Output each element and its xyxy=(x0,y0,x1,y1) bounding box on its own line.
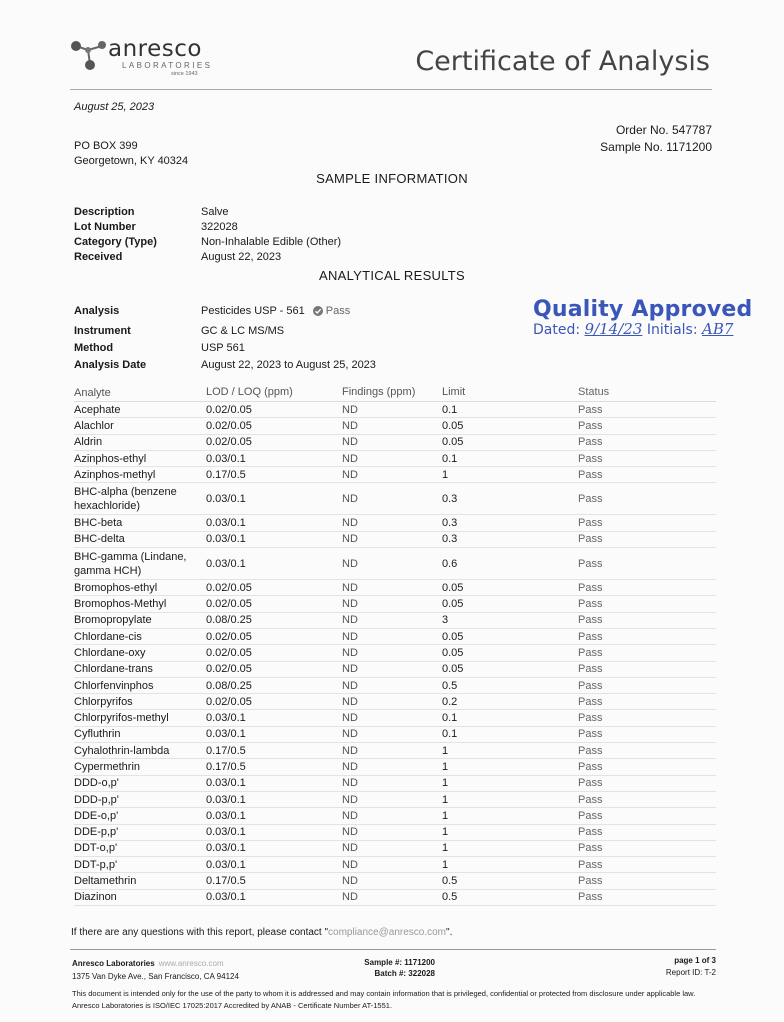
limit-cell: 1 xyxy=(442,842,449,855)
lod-loq-cell: 0.02/0.05 xyxy=(206,630,252,643)
status-cell: Pass xyxy=(578,492,603,505)
analyte-cell: Bromophos-Methyl xyxy=(74,598,167,611)
table-row xyxy=(74,467,716,483)
findings-cell: ND xyxy=(342,533,358,546)
findings-cell: ND xyxy=(342,875,358,888)
analyte-cell: DDT-p,p' xyxy=(74,858,118,871)
table-body xyxy=(74,402,716,906)
lod-loq-cell: 0.03/0.1 xyxy=(206,557,246,570)
table-row xyxy=(74,678,716,694)
findings-cell: ND xyxy=(342,777,358,790)
contact-email[interactable]: compliance@anresco.com xyxy=(328,927,447,938)
limit-cell: 0.1 xyxy=(442,712,458,725)
order-info xyxy=(600,122,712,156)
lod-loq-cell: 0.03/0.1 xyxy=(206,777,246,790)
findings-cell: ND xyxy=(342,452,358,465)
lod-loq-cell: 0.03/0.1 xyxy=(206,793,246,806)
findings-cell: ND xyxy=(342,826,358,839)
lod-loq-cell: 0.02/0.05 xyxy=(206,695,252,708)
method-label: Method xyxy=(74,341,114,354)
order-number: Order No. 547787 xyxy=(615,123,712,137)
lod-loq-cell: 0.02/0.05 xyxy=(206,403,252,416)
table-row xyxy=(74,596,716,612)
limit-cell: 0.5 xyxy=(442,891,458,904)
limit-cell: 0.05 xyxy=(442,646,464,659)
sample-info-row xyxy=(74,249,341,264)
analyte-cell: Cyhalothrin-lambda xyxy=(74,744,170,757)
analyte-cell: Bromopropylate xyxy=(74,614,152,627)
contact-end: ". xyxy=(446,927,453,938)
limit-cell: 0.3 xyxy=(442,533,458,546)
analyte-cell: Alachlor xyxy=(74,419,114,432)
analysis-date-row xyxy=(74,356,376,373)
findings-cell: ND xyxy=(342,614,358,627)
limit-cell: 0.2 xyxy=(442,695,458,708)
table-row xyxy=(74,418,716,434)
status-cell: Pass xyxy=(578,403,603,416)
check-badge-icon xyxy=(313,306,323,316)
lod-loq-cell: 0.03/0.1 xyxy=(206,826,246,839)
limit-cell: 1 xyxy=(442,760,449,773)
stamp-initials-label: Initials: xyxy=(646,322,698,338)
sample-info-value: August 22, 2023 xyxy=(201,250,282,263)
analyte-cell: Chlordane-trans xyxy=(74,663,153,676)
findings-cell: ND xyxy=(342,858,358,871)
analysis-status-text: Pass xyxy=(325,304,351,317)
status-cell: Pass xyxy=(578,728,603,741)
lod-loq-cell: 0.03/0.1 xyxy=(206,728,246,741)
limit-cell: 0.05 xyxy=(442,436,464,449)
footer-batch: Batch #: 322028 xyxy=(374,969,435,978)
analysis-details xyxy=(74,302,376,373)
table-row xyxy=(74,662,716,678)
sample-information xyxy=(74,204,341,264)
findings-cell: ND xyxy=(342,760,358,773)
sample-info-value: Salve xyxy=(201,205,229,218)
table-row xyxy=(74,645,716,661)
table-row xyxy=(74,435,716,451)
logo-subtitle: LABORATORIES xyxy=(122,61,213,70)
analytical-results-heading: ANALYTICAL RESULTS xyxy=(318,268,466,283)
findings-cell: ND xyxy=(342,793,358,806)
table-row xyxy=(74,857,716,873)
findings-cell: ND xyxy=(342,630,358,643)
table-row xyxy=(74,841,716,857)
sample-info-label: Category (Type) xyxy=(74,235,157,248)
lod-loq-cell: 0.02/0.05 xyxy=(206,419,252,432)
findings-cell: ND xyxy=(342,646,358,659)
lod-loq-cell: 0.17/0.5 xyxy=(206,744,246,757)
findings-cell: ND xyxy=(342,728,358,741)
sample-info-row xyxy=(74,234,341,249)
results-table xyxy=(74,386,716,906)
stamp-details xyxy=(533,320,753,338)
header-analyte: Analyte xyxy=(74,387,111,399)
stamp-dated-value: 9/14/23 xyxy=(584,320,643,338)
lod-loq-cell: 0.17/0.5 xyxy=(206,468,246,481)
stamp-dated-label: Dated: xyxy=(533,322,581,338)
table-row xyxy=(74,580,716,596)
page-number: page 1 of 3 xyxy=(674,956,716,965)
lod-loq-cell: 0.03/0.1 xyxy=(206,891,246,904)
lod-loq-cell: 0.03/0.1 xyxy=(206,842,246,855)
status-cell: Pass xyxy=(578,793,603,806)
limit-cell: 1 xyxy=(442,826,449,839)
status-cell: Pass xyxy=(578,842,603,855)
analyte-cell: Azinphos-ethyl xyxy=(74,452,147,465)
lod-loq-cell: 0.03/0.1 xyxy=(206,452,246,465)
table-row xyxy=(74,825,716,841)
analysis-date-value: August 22, 2023 to August 25, 2023 xyxy=(201,358,376,371)
limit-cell: 1 xyxy=(442,809,449,822)
analyte-cell: BHC-alpha (benzene hexachloride) xyxy=(74,485,177,512)
analyte-cell: Aldrin xyxy=(74,436,103,449)
quality-approved-stamp xyxy=(533,297,753,338)
table-row xyxy=(74,873,716,889)
sample-info-row xyxy=(74,204,341,219)
analyte-cell: DDE-p,p' xyxy=(74,826,119,839)
table-row xyxy=(74,759,716,775)
limit-cell: 0.05 xyxy=(442,581,464,594)
sample-info-row xyxy=(74,219,341,234)
address-line-1: PO BOX 399 xyxy=(74,140,138,152)
findings-cell: ND xyxy=(342,419,358,432)
analysis-value: Pesticides USP - 561 xyxy=(201,304,305,317)
limit-cell: 0.5 xyxy=(442,679,458,692)
table-row xyxy=(74,532,716,548)
table-row xyxy=(74,694,716,710)
analyte-cell: Azinphos-methyl xyxy=(74,468,156,481)
findings-cell: ND xyxy=(342,712,358,725)
lod-loq-cell: 0.08/0.25 xyxy=(206,679,252,692)
status-cell: Pass xyxy=(578,517,603,530)
lod-loq-cell: 0.17/0.5 xyxy=(206,875,246,888)
status-cell: Pass xyxy=(578,598,603,611)
limit-cell: 0.05 xyxy=(442,598,464,611)
status-cell: Pass xyxy=(578,468,603,481)
limit-cell: 3 xyxy=(442,614,449,627)
findings-cell: ND xyxy=(342,842,358,855)
analyte-cell: Deltamethrin xyxy=(74,875,137,888)
header-findings: Findings (ppm) xyxy=(342,386,416,398)
table-row xyxy=(74,727,716,743)
status-cell: Pass xyxy=(578,436,603,449)
limit-cell: 1 xyxy=(442,744,449,757)
table-row xyxy=(74,483,716,515)
status-cell: Pass xyxy=(578,858,603,871)
sample-number: Sample No. 1171200 xyxy=(600,140,712,154)
stamp-title: Quality Approved xyxy=(533,297,753,322)
status-cell: Pass xyxy=(578,712,603,725)
lod-loq-cell: 0.02/0.05 xyxy=(206,598,252,611)
contact-line xyxy=(71,927,452,938)
analyte-cell: Chlordane-cis xyxy=(74,630,142,643)
lod-loq-cell: 0.02/0.05 xyxy=(206,436,252,449)
company-name: Anresco Laboratories xyxy=(72,959,155,968)
limit-cell: 1 xyxy=(442,858,449,871)
lod-loq-cell: 0.02/0.05 xyxy=(206,646,252,659)
document-title: Certificate of Analysis xyxy=(415,46,710,77)
lod-loq-cell: 0.03/0.1 xyxy=(206,492,246,505)
findings-cell: ND xyxy=(342,663,358,676)
limit-cell: 0.05 xyxy=(442,419,464,432)
findings-cell: ND xyxy=(342,557,358,570)
instrument-label: Instrument xyxy=(74,324,131,337)
analyte-cell: Cyfluthrin xyxy=(74,728,121,741)
limit-cell: 1 xyxy=(442,793,449,806)
status-cell: Pass xyxy=(578,630,603,643)
analyte-cell: DDE-o,p' xyxy=(74,809,119,822)
status-cell: Pass xyxy=(578,809,603,822)
footer-company xyxy=(72,957,239,983)
lod-loq-cell: 0.02/0.05 xyxy=(206,663,252,676)
report-id: Report ID: T-2 xyxy=(665,968,716,977)
table-row xyxy=(74,776,716,792)
contact-text: If there are any questions with this report, please contact " xyxy=(71,927,329,938)
analyte-cell: Cypermethrin xyxy=(74,760,141,773)
analyte-cell: Bromophos-ethyl xyxy=(74,581,158,594)
analysis-row xyxy=(74,302,376,319)
sample-info-value: Non-Inhalable Edible (Other) xyxy=(201,235,342,248)
table-row xyxy=(74,629,716,645)
status-cell: Pass xyxy=(578,614,603,627)
findings-cell: ND xyxy=(342,695,358,708)
status-cell: Pass xyxy=(578,679,603,692)
footer-sample: Sample #: 1171200 xyxy=(364,958,435,967)
instrument-row xyxy=(74,322,376,339)
analysis-label: Analysis xyxy=(74,304,120,317)
company-logo xyxy=(68,34,228,80)
table-row xyxy=(74,710,716,726)
method-row xyxy=(74,339,376,356)
findings-cell: ND xyxy=(342,809,358,822)
header-limit: Limit xyxy=(442,386,466,398)
analyte-cell: Acephate xyxy=(74,403,121,416)
status-cell: Pass xyxy=(578,663,603,676)
findings-cell: ND xyxy=(342,598,358,611)
table-row xyxy=(74,402,716,418)
analyte-cell: DDD-o,p' xyxy=(74,777,119,790)
status-cell: Pass xyxy=(578,452,603,465)
lod-loq-cell: 0.03/0.1 xyxy=(206,533,246,546)
table-row xyxy=(74,515,716,531)
lod-loq-cell: 0.02/0.05 xyxy=(206,581,252,594)
company-website[interactable]: www.anresco.com xyxy=(158,959,224,968)
sample-info-label: Description xyxy=(74,205,135,218)
footer-ids xyxy=(355,957,435,979)
sample-info-label: Lot Number xyxy=(74,220,136,233)
header-lod-loq: LOD / LOQ (ppm) xyxy=(206,386,293,398)
limit-cell: 0.6 xyxy=(442,557,458,570)
sample-info-value: 322028 xyxy=(201,220,238,233)
table-row xyxy=(74,548,716,580)
logo-since: since 1943 xyxy=(171,71,198,77)
lod-loq-cell: 0.08/0.25 xyxy=(206,614,252,627)
findings-cell: ND xyxy=(342,436,358,449)
table-row xyxy=(74,792,716,808)
analyte-cell: Chlorpyrifos-methyl xyxy=(74,712,169,725)
status-cell: Pass xyxy=(578,533,603,546)
header-status: Status xyxy=(578,386,610,398)
footer-page xyxy=(666,955,716,979)
limit-cell: 0.05 xyxy=(442,630,464,643)
lod-loq-cell: 0.03/0.1 xyxy=(206,858,246,871)
status-cell: Pass xyxy=(578,760,603,773)
status-cell: Pass xyxy=(578,419,603,432)
limit-cell: 0.5 xyxy=(442,875,458,888)
status-cell: Pass xyxy=(578,557,603,570)
limit-cell: 1 xyxy=(442,777,449,790)
status-cell: Pass xyxy=(578,891,603,904)
limit-cell: 0.1 xyxy=(442,452,458,465)
status-cell: Pass xyxy=(578,875,603,888)
limit-cell: 0.3 xyxy=(442,492,458,505)
status-cell: Pass xyxy=(578,581,603,594)
disclaimer: This document is intended only for the use of the party to whom it is addressed and may contain information that is privileged, confidential or protected from disclosure under applicable law. Anresco Laboratories is ISO/IEC 17025:2017 Accredited by ANAB - Certificate Number AT-1551. xyxy=(72,989,696,1010)
sample-info-label: Received xyxy=(74,250,123,263)
analysis-date-label: Analysis Date xyxy=(74,358,147,371)
table-header xyxy=(74,386,716,402)
table-row xyxy=(74,808,716,824)
findings-cell: ND xyxy=(342,581,358,594)
findings-cell: ND xyxy=(342,679,358,692)
findings-cell: ND xyxy=(342,744,358,757)
limit-cell: 0.1 xyxy=(442,728,458,741)
analyte-cell: Chlordane-oxy xyxy=(74,646,146,659)
lod-loq-cell: 0.03/0.1 xyxy=(206,809,246,822)
analyte-cell: Diazinon xyxy=(74,891,117,904)
molecule-icon xyxy=(68,36,108,76)
status-cell: Pass xyxy=(578,744,603,757)
analyte-cell: Chlorpyrifos xyxy=(74,695,133,708)
analyte-cell: Chlorfenvinphos xyxy=(74,679,154,692)
analyte-cell: DDT-o,p' xyxy=(74,842,118,855)
footer-divider xyxy=(70,949,716,950)
table-row xyxy=(74,743,716,759)
limit-cell: 0.05 xyxy=(442,663,464,676)
lod-loq-cell: 0.03/0.1 xyxy=(206,712,246,725)
instrument-value: GC & LC MS/MS xyxy=(201,324,285,337)
findings-cell: ND xyxy=(342,492,358,505)
header-divider xyxy=(70,89,712,90)
stamp-initials-value: AB7 xyxy=(702,320,734,338)
analysis-status xyxy=(313,305,350,317)
analyte-cell: BHC-beta xyxy=(74,517,123,530)
limit-cell: 1 xyxy=(442,468,449,481)
analyte-cell: BHC-delta xyxy=(74,533,125,546)
findings-cell: ND xyxy=(342,891,358,904)
status-cell: Pass xyxy=(578,777,603,790)
sample-information-heading: SAMPLE INFORMATION xyxy=(316,171,468,186)
table-row xyxy=(74,613,716,629)
logo-name: anresco xyxy=(108,36,202,62)
status-cell: Pass xyxy=(578,695,603,708)
lod-loq-cell: 0.17/0.5 xyxy=(206,760,246,773)
table-row xyxy=(74,890,716,906)
analyte-cell: BHC-gamma (Lindane, gamma HCH) xyxy=(74,550,187,577)
findings-cell: ND xyxy=(342,468,358,481)
limit-cell: 0.3 xyxy=(442,517,458,530)
address-line-2: Georgetown, KY 40324 xyxy=(74,155,189,167)
findings-cell: ND xyxy=(342,403,358,416)
status-cell: Pass xyxy=(578,826,603,839)
company-address: 1375 Van Dyke Ave., San Francisco, CA 94124 xyxy=(72,972,239,981)
method-value: USP 561 xyxy=(201,341,245,354)
limit-cell: 0.1 xyxy=(442,403,458,416)
client-address xyxy=(74,139,188,169)
findings-cell: ND xyxy=(342,517,358,530)
analyte-cell: DDD-p,p' xyxy=(74,793,119,806)
table-row xyxy=(74,451,716,467)
status-cell: Pass xyxy=(578,646,603,659)
report-date: August 25, 2023 xyxy=(74,101,155,113)
lod-loq-cell: 0.03/0.1 xyxy=(206,517,246,530)
